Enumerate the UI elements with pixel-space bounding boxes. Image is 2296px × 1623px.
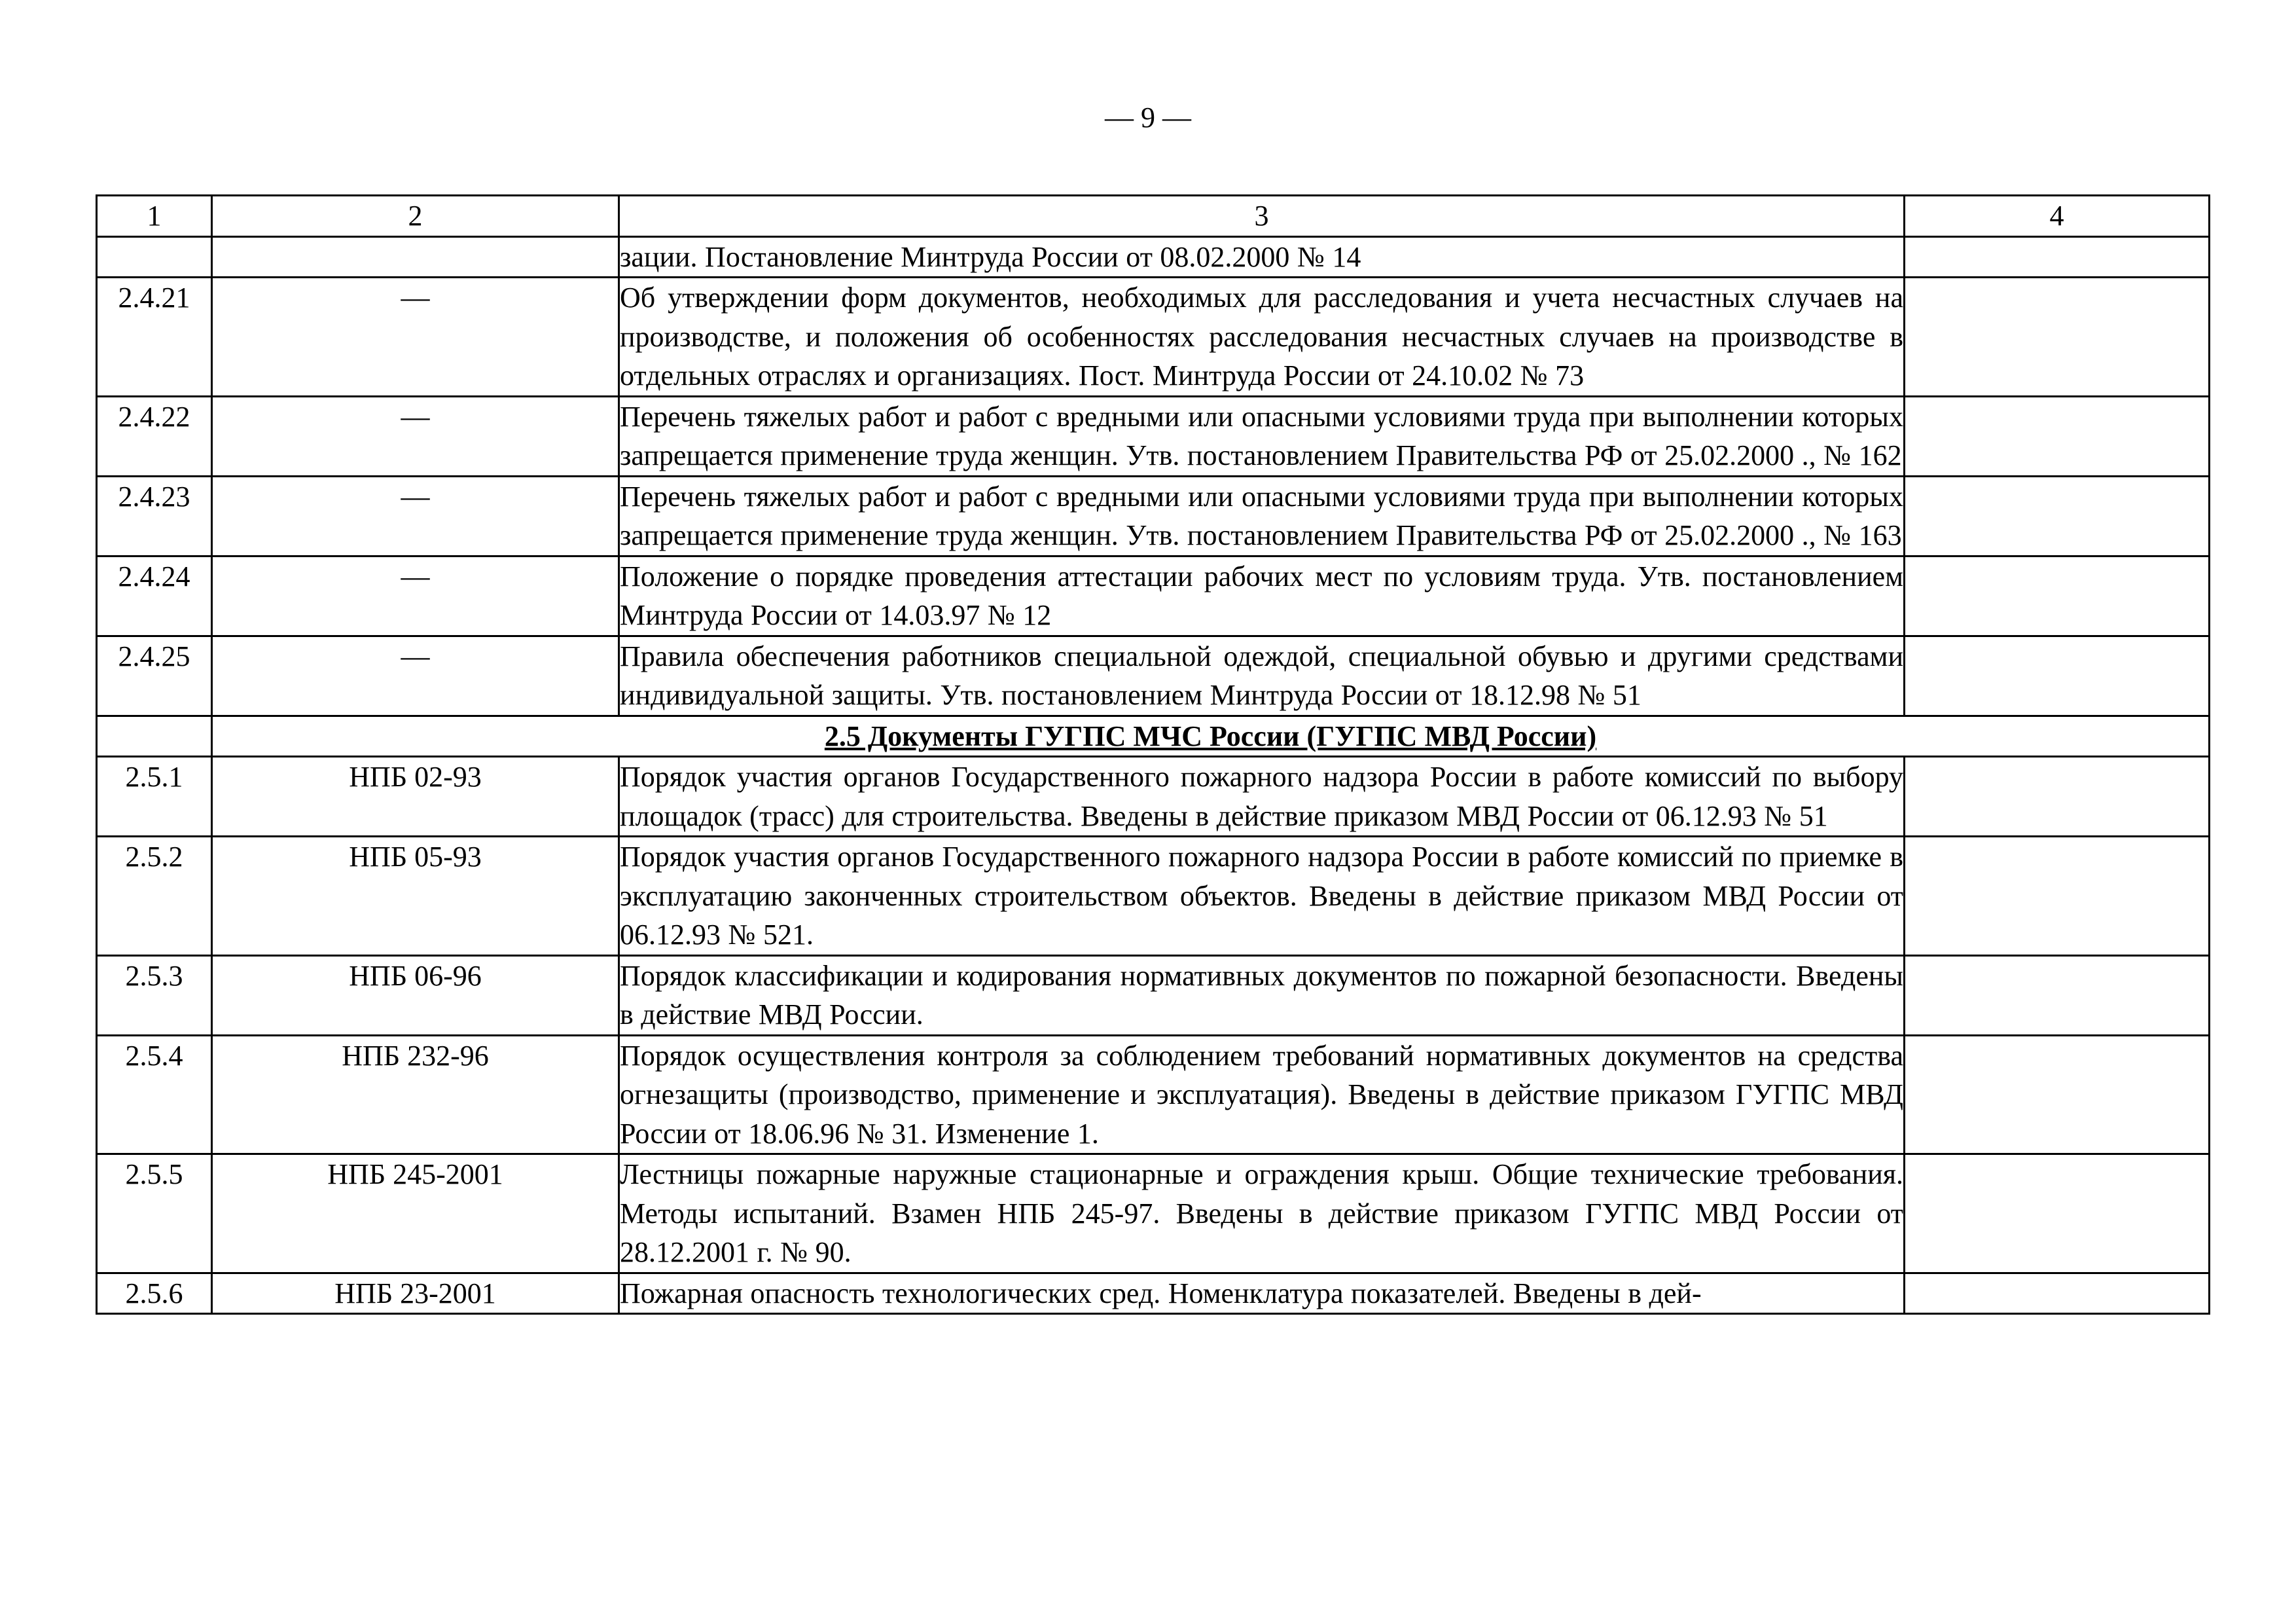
document-title: Пожарная опасность технологических сред. Номенклатура показателей. Введены в дей- (619, 1273, 1905, 1314)
empty-cell (97, 716, 212, 757)
column-header: 3 (619, 196, 1905, 237)
section-row (97, 716, 2210, 757)
note-cell (1905, 1154, 2210, 1273)
row-number: 2.4.25 (97, 636, 212, 716)
document-title: Положение о порядке проведения аттестации рабочих мест по условиям труда. Утв. постановлением Минтруда России от 14.03.97 № 12 (619, 556, 1905, 636)
document-title: Порядок классификации и кодирования нормативных документов по пожарной безопасности. Введены в действие МВД России. (619, 955, 1905, 1035)
document-title: Об утверждении форм документов, необходимых для расследования и учета несчастных случаев на производстве, и положения об особенностях расследования несчастных случаев на производстве в отдельных отраслях и организациях. Пост. Минтруда России от 24.10.02 № 73 (619, 278, 1905, 397)
document-code: — (212, 556, 619, 636)
table-row (97, 636, 2210, 716)
document-code: НПБ 23-2001 (212, 1273, 619, 1314)
continuation-row (97, 236, 2210, 278)
empty-cell (212, 236, 619, 278)
table-row (97, 1273, 2210, 1314)
note-cell (1905, 955, 2210, 1035)
note-cell (1905, 476, 2210, 556)
continuation-text: зации. Постановление Минтруда России от 08.02.2000 № 14 (619, 236, 1905, 278)
page-number: — 9 — (1105, 101, 1191, 134)
table-header-row (97, 196, 2210, 237)
document-code: НПБ 232-96 (212, 1035, 619, 1154)
note-cell (1905, 636, 2210, 716)
document-code: НПБ 06-96 (212, 955, 619, 1035)
document-title: Перечень тяжелых работ и работ с вредными или опасными условиями труда при выполнении которых запрещается применение труда женщин. Утв. постановлением Правительства РФ от 25.02.2000 ., № 162 (619, 396, 1905, 476)
table-row (97, 757, 2210, 837)
empty-cell (1905, 236, 2210, 278)
table-row (97, 396, 2210, 476)
note-cell (1905, 757, 2210, 837)
column-header: 2 (212, 196, 619, 237)
document-code: НПБ 245-2001 (212, 1154, 619, 1273)
column-header: 4 (1905, 196, 2210, 237)
empty-cell (97, 236, 212, 278)
column-header: 1 (97, 196, 212, 237)
row-number: 2.5.4 (97, 1035, 212, 1154)
document-code: — (212, 396, 619, 476)
row-number: 2.5.5 (97, 1154, 212, 1273)
note-cell (1905, 837, 2210, 956)
row-number: 2.4.24 (97, 556, 212, 636)
table-row (97, 556, 2210, 636)
table-row (97, 476, 2210, 556)
table-row (97, 1154, 2210, 1273)
document-code: НПБ 05-93 (212, 837, 619, 956)
document-title: Порядок участия органов Государственного пожарного надзора России в работе комиссий по выбору площадок (трасс) для строительства. Введены в действие приказом МВД России от 06.12.93 № 51 (619, 757, 1905, 837)
table-row (97, 278, 2210, 397)
document-code: НПБ 02-93 (212, 757, 619, 837)
section-title: 2.5 Документы ГУГПС МЧС России (ГУГПС МВД России) (212, 716, 2210, 757)
document-title: Порядок участия органов Государственного пожарного надзора России в работе комиссий по приемке в эксплуатацию законченных строительством объектов. Введены в действие приказом МВД России от 06.12.93 № 521. (619, 837, 1905, 956)
note-cell (1905, 396, 2210, 476)
document-code: — (212, 636, 619, 716)
row-number: 2.5.1 (97, 757, 212, 837)
document-title: Лестницы пожарные наружные стационарные и ограждения крыш. Общие технические требования. Методы испытаний. Взамен НПБ 245-97. Введены в действие приказом ГУГПС МВД России от 28.12.2001 г. № 90. (619, 1154, 1905, 1273)
row-number: 2.5.3 (97, 955, 212, 1035)
row-number: 2.4.22 (97, 396, 212, 476)
document-title: Перечень тяжелых работ и работ с вредными или опасными условиями труда при выполнении которых запрещается применение труда женщин. Утв. постановлением Правительства РФ от 25.02.2000 ., № 163 (619, 476, 1905, 556)
table-row (97, 837, 2210, 956)
row-number: 2.5.2 (97, 837, 212, 956)
row-number: 2.4.21 (97, 278, 212, 397)
note-cell (1905, 1273, 2210, 1314)
document-title: Правила обеспечения работников специальной одеждой, специальной обувью и другими средствами индивидуальной защиты. Утв. постановлением Минтруда России от 18.12.98 № 51 (619, 636, 1905, 716)
document-title: Порядок осуществления контроля за соблюдением требований нормативных документов на средства огнезащиты (производство, применение и эксплуатация). Введены в действие приказом ГУГПС МВД России от 18.06.96 № 31. Изменение 1. (619, 1035, 1905, 1154)
document-code: — (212, 278, 619, 397)
row-number: 2.4.23 (97, 476, 212, 556)
regulations-table (96, 194, 2210, 1315)
table-row (97, 955, 2210, 1035)
note-cell (1905, 1035, 2210, 1154)
document-code: — (212, 476, 619, 556)
note-cell (1905, 278, 2210, 397)
note-cell (1905, 556, 2210, 636)
table-row (97, 1035, 2210, 1154)
row-number: 2.5.6 (97, 1273, 212, 1314)
